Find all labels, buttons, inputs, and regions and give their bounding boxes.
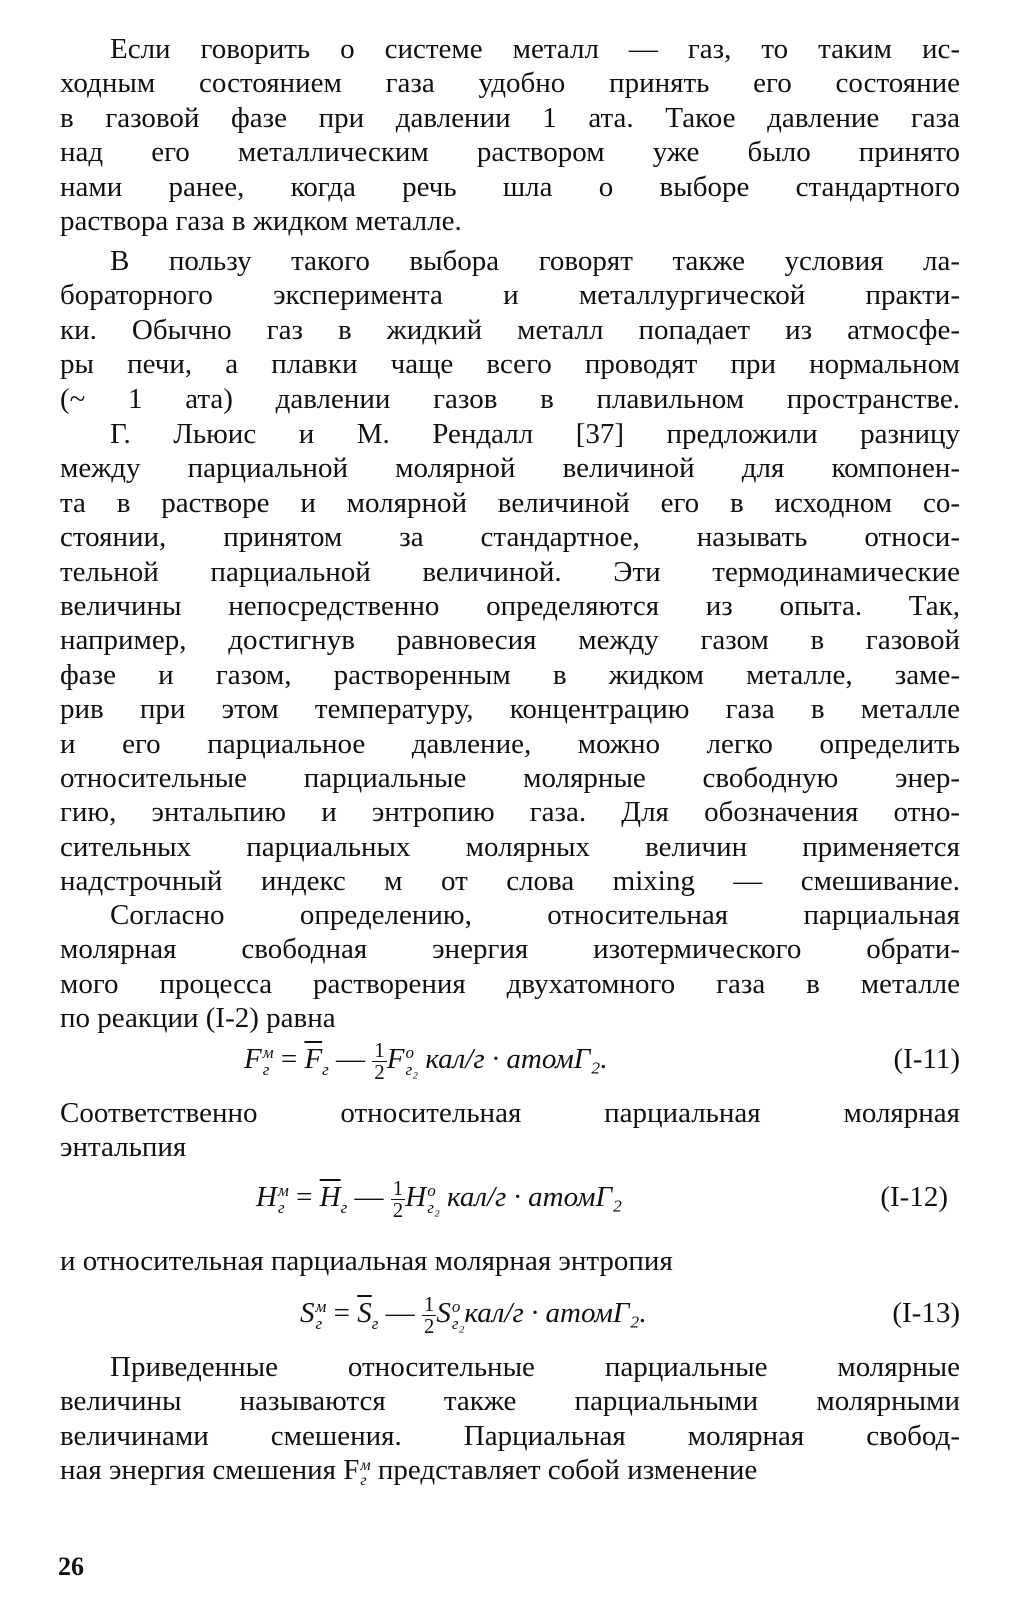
eq-equals: = — [273, 1043, 305, 1075]
text-line: сительных парциальных молярных величин применяется — [60, 830, 960, 863]
eq-symbol: $\overline{H}$ — [319, 1181, 341, 1213]
eq-minus: — — [347, 1181, 391, 1213]
paragraph-2 — [60, 244, 960, 416]
text-line: (~ 1 ата) давлении газов в плавильном пространстве. — [60, 382, 960, 415]
eq-units: кал/г · атомГ₂. — [464, 1297, 647, 1329]
eq-subscript: г — [277, 1198, 285, 1218]
text-line: мого процесса растворения двухатомного газа в металле — [60, 967, 960, 1000]
text-line: Согласно определению, относительная парциальная — [110, 899, 960, 931]
text-line: нами ранее, когда речь шла о выборе стандартного — [60, 170, 960, 203]
eq-equals: = — [288, 1181, 320, 1213]
text-line: надстрочный индекс м от слова mixing — смешивание. — [60, 865, 960, 898]
eq-subscript: г — [315, 1314, 323, 1334]
eq-denominator: 2 — [374, 1059, 385, 1084]
eq-subscript: г₂ — [451, 1314, 465, 1334]
text-block-enthalpy — [60, 1096, 960, 1165]
text-line: бораторного эксперимента и металлургической практи- — [60, 279, 960, 312]
text-line: Приведенные относительные парциальные молярные — [110, 1351, 960, 1383]
eq-numerator: 1 — [374, 1037, 385, 1062]
paragraph-3 — [60, 417, 960, 898]
text-line: и его парциальное давление, можно легко определить — [60, 727, 960, 760]
text-line: молярная свободная энергия изотермического обрати- — [60, 933, 960, 966]
text-line: ки. Обычно газ в жидкий металл попадает из атмосфе- — [60, 313, 960, 346]
eq-fraction — [372, 1037, 387, 1084]
eq-numerator: 1 — [423, 1291, 435, 1316]
eq-symbol: S — [300, 1297, 315, 1329]
text-line: Г. Льюис и М. Рендалл [37] предложили разницу — [110, 418, 960, 450]
text-line: в газовой фазе при давлении 1 ата. Такое давление газа — [60, 101, 960, 134]
text-line: по реакции (I-2) равна — [60, 1002, 336, 1035]
text-line: раствора газа в жидком металле. — [60, 204, 462, 237]
eq-symbol: H — [405, 1181, 427, 1213]
equation-number: (I-12) — [880, 1181, 948, 1213]
eq-superscript: o — [451, 1297, 461, 1317]
eq-fraction — [391, 1175, 406, 1222]
text-line: например, достигнув равновесия между газом в газовой — [60, 624, 960, 657]
text-line: ры печи, а плавки чаще всего проводят при нормальном — [60, 348, 960, 381]
eq-superscript: м — [360, 1456, 371, 1474]
equation-number: (I-13) — [892, 1297, 960, 1329]
text-line: величины непосредственно определяются из опыта. Так, — [60, 589, 960, 622]
text-line: гию, энтальпию и энтропию газа. Для обозначения отно- — [60, 796, 960, 829]
text-line: между парциальной молярной величиной для компонен- — [60, 452, 960, 485]
eq-subscript: г₂ — [405, 1060, 419, 1080]
eq-minus: — — [328, 1043, 373, 1075]
text-line: рив при этом температуру, концентрацию газа в металле — [60, 693, 960, 726]
equation-i-12 — [256, 1172, 622, 1222]
eq-subscript: г — [322, 1059, 329, 1079]
text-line: энтальпия — [60, 1131, 187, 1164]
eq-denominator: 2 — [392, 1197, 404, 1222]
text-line: В пользу такого выбора говорят также условия ла- — [110, 245, 960, 277]
eq-subscript: г — [262, 1060, 270, 1080]
text-line: та в растворе и молярной величиной его в исходном со- — [60, 486, 960, 519]
eq-units: кал/г · атомГ₂ — [447, 1181, 623, 1213]
eq-superscript: o — [427, 1181, 436, 1201]
text-line: относительные парциальные молярные свободную энер- — [60, 761, 960, 794]
equation-i-11 — [244, 1034, 608, 1084]
text-line: Если говорить о системе металл — газ, то таким ис- — [110, 33, 960, 65]
equation-i-13 — [300, 1288, 647, 1338]
eq-symbol: $\overline{S}$ — [357, 1297, 372, 1329]
paragraph-4 — [60, 898, 960, 1036]
eq-subscript: г₂ — [427, 1198, 440, 1218]
eq-symbol: S — [436, 1297, 451, 1329]
eq-subscript: г — [371, 1313, 379, 1333]
eq-superscript: м — [262, 1043, 274, 1063]
eq-fraction — [422, 1291, 437, 1338]
text-line: и относительная парциальная молярная энтропия — [60, 1245, 673, 1277]
paragraph-5 — [60, 1350, 960, 1488]
text-line: тельной парциальной величиной. Эти термодинамические — [60, 555, 960, 588]
equation-number: (I-11) — [893, 1043, 960, 1075]
text-line: фазе и газом, растворенным в жидком металле, заме- — [60, 658, 960, 691]
text-block-entropy — [60, 1244, 960, 1278]
eq-minus: — — [378, 1297, 422, 1329]
paragraph-1 — [60, 32, 960, 238]
eq-units: кал/г · атомГ₂. — [425, 1043, 608, 1075]
text-fragment: представляет собой изменение — [370, 1454, 758, 1487]
eq-symbol: H — [256, 1181, 277, 1213]
text-fragment: ная энергия смешения F — [60, 1454, 360, 1487]
eq-superscript: o — [405, 1043, 415, 1063]
eq-symbol: $\overline{F}$ — [304, 1043, 323, 1075]
eq-numerator: 1 — [392, 1175, 404, 1200]
eq-symbol: F — [244, 1043, 262, 1075]
eq-subscript: г — [360, 1471, 367, 1488]
eq-subscript: г — [340, 1197, 348, 1217]
text-line: ходным состоянием газа удобно принять его состояние — [60, 67, 960, 100]
eq-equals: = — [326, 1297, 358, 1329]
text-line: стоянии, принятом за стандартное, называть относи- — [60, 521, 960, 554]
text-line: над его металлическим раствором уже было принято — [60, 136, 960, 169]
text-line: Соответственно относительная парциальная молярная — [60, 1097, 960, 1129]
eq-symbol: F — [386, 1043, 405, 1075]
text-line: величинами смешения. Парциальная молярная свобод- — [60, 1419, 960, 1452]
text-line — [60, 1453, 960, 1487]
eq-superscript: м — [277, 1181, 289, 1201]
page-number: 26 — [58, 1552, 84, 1581]
eq-denominator: 2 — [423, 1313, 435, 1338]
eq-superscript: м — [315, 1297, 327, 1317]
text-line: величины называются также парциальными молярными — [60, 1385, 960, 1418]
